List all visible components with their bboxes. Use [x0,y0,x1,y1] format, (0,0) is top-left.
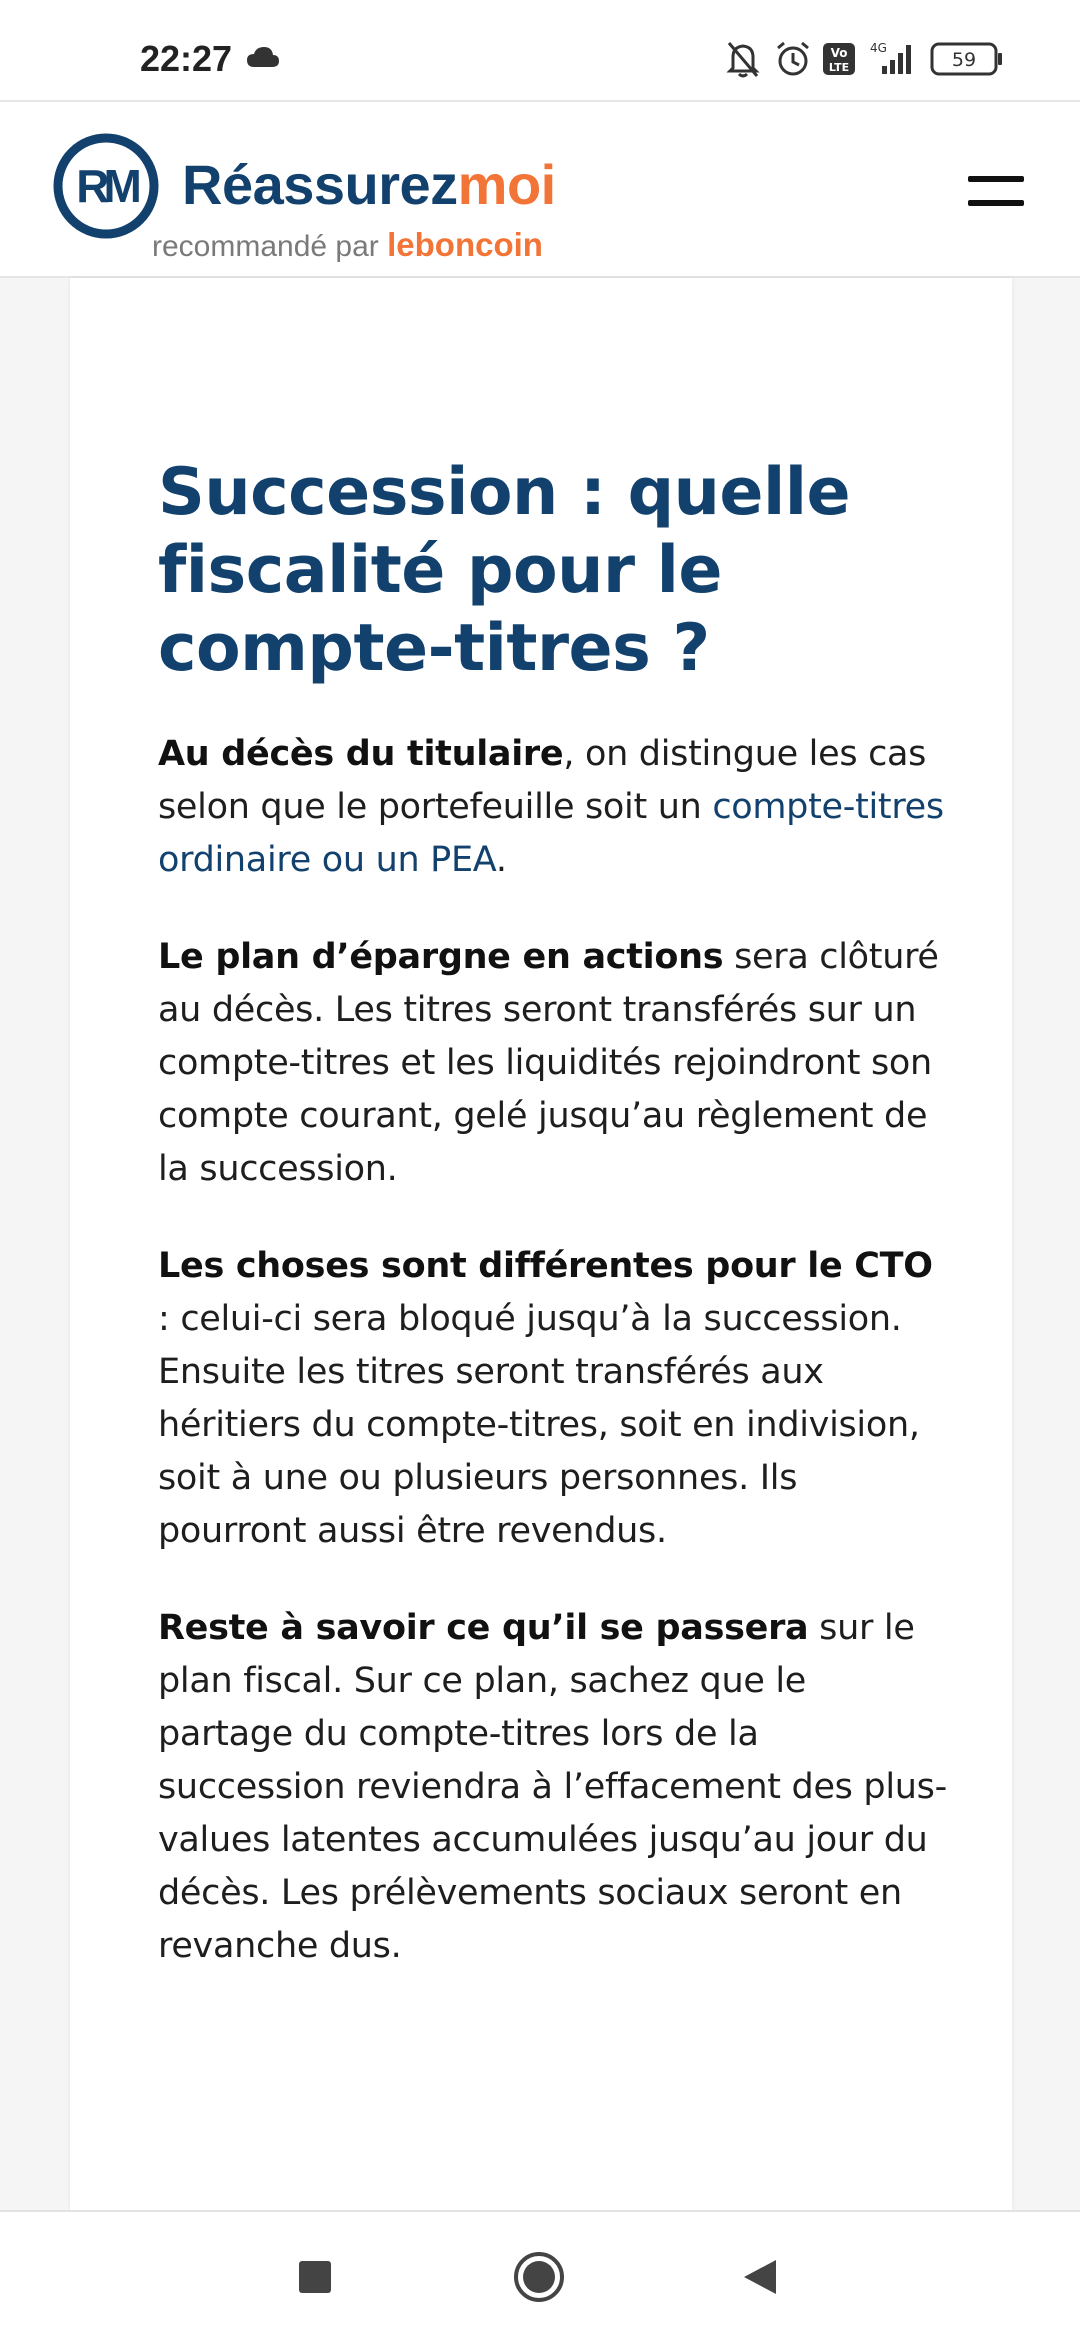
logo-mark[interactable] [52,132,160,245]
svg-text:RM: RM [76,160,136,212]
brand-name[interactable] [182,152,556,217]
battery-icon [930,42,1004,81]
paragraph-1-bold: Au décès du titulaire [158,734,564,774]
paragraph-3 [158,1240,948,1558]
volte-icon [822,42,856,81]
status-time: 22:27 [140,38,233,79]
paragraph-2-bold: Le plan d’épargne en actions [158,937,724,977]
square-recents-icon[interactable] [298,2260,332,2299]
paragraph-1-text: , on distingue les cas selon que le portefeuille soit un [158,734,927,827]
bell-off-icon [725,40,761,83]
paragraph-2 [158,931,948,1196]
svg-text:4G: 4G [870,41,887,55]
circle-home-icon[interactable] [512,2250,566,2309]
navigation-bar [0,2210,1080,2340]
brand-tagline [152,226,543,264]
paragraph-4-text: sur le plan fiscal. Sur ce plan, sachez que le partage du compte-titres lors de la succession reviendra à l’effacement des plus-values latentes accumulées jusqu’au jour du décès. Les prélèvements sociaux seront en revanche dus. [158,1608,947,1966]
article [158,454,948,2017]
alarm-icon [774,40,812,83]
paragraph-4-bold: Reste à savoir ce qu’il se passera [158,1608,809,1648]
paragraph-1-end: . [495,840,507,880]
svg-text:Vo: Vo [830,46,848,60]
paragraph-1 [158,728,948,887]
paragraph-3-text: : celui-ci sera bloqué jusqu’à la succession. Ensuite les titres seront transférés aux héritiers du compte-titres, soit en indivision, soit à une ou plusieurs personnes. Ils pourront aussi être revendus. [158,1299,920,1551]
brand-name-part2: moi [457,153,556,216]
signal-icon [868,40,918,83]
paragraph-4 [158,1602,948,1973]
cloud-icon [246,46,280,73]
article-title: Succession : quelle fiscalité pour le compte-titres ? [158,455,851,686]
paragraph-3-bold: Les choses sont différentes pour le CTO [158,1246,933,1286]
article-card [70,278,1012,2210]
tagline-brand: leboncoin [387,226,543,263]
status-bar [0,0,1080,100]
triangle-back-icon[interactable] [742,2258,778,2301]
brand-name-part1: Réassurez [182,153,458,216]
compte-titres-pea-link[interactable]: compte-titres ordinaire ou un PEA [158,787,944,880]
site-header [0,100,1080,278]
tagline-prefix: recommandé par [152,230,388,263]
svg-text:59: 59 [951,49,977,71]
hamburger-menu-icon[interactable] [962,166,1026,218]
paragraph-2-text: sera clôturé au décès. Les titres seront transférés sur un compte-titres et les liquidités rejoindront son compte courant, gelé jusqu’au règlement de la succession. [158,937,939,1189]
svg-text:LTE: LTE [828,61,850,74]
